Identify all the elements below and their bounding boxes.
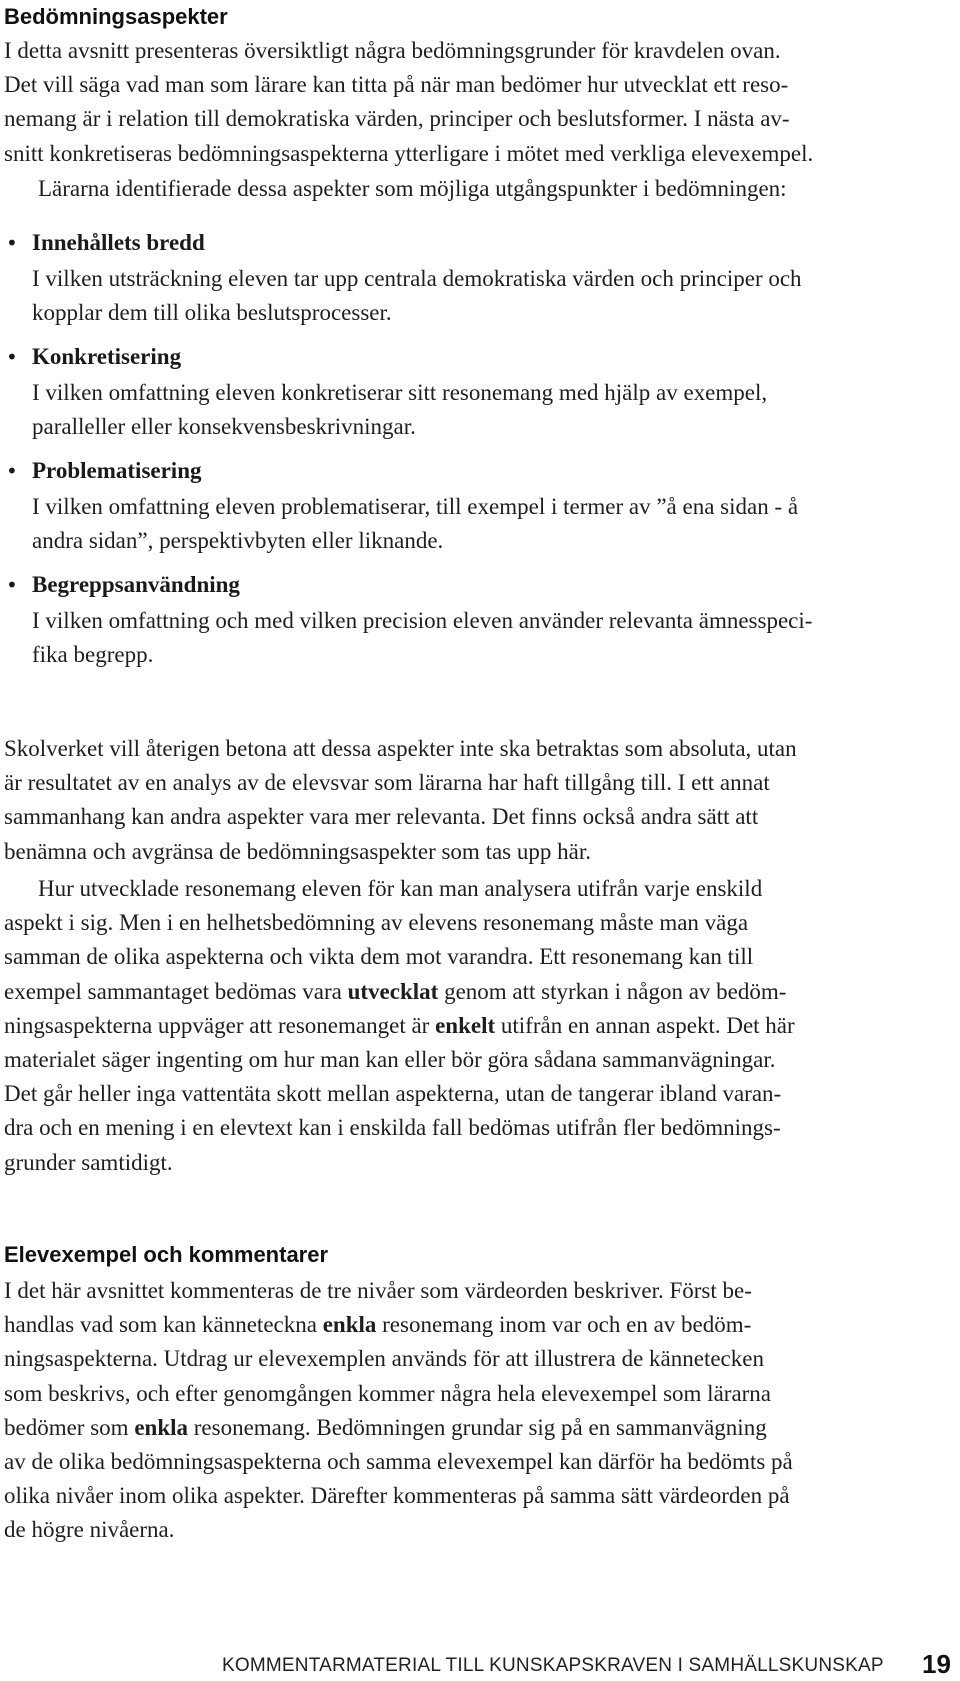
text-line: är resultatet av en analys av de elevsvar som lärarna har haft tillgång till. I ett annat <box>4 770 770 796</box>
text-run: resonemang inom var och en av bedöm- <box>376 1312 752 1338</box>
text-line <box>4 1009 952 1043</box>
text-line: paralleller eller konsekvensbeskrivningar. <box>32 414 416 440</box>
bullet-icon: • <box>6 345 18 369</box>
text-line: Det vill säga vad man som lärare kan titta på när man bedömer hur utvecklat ett reso- <box>4 72 789 98</box>
text-line: snitt konkretiseras bedömningsaspekterna ytterligare i mötet med verkliga elevexempel. <box>4 140 814 166</box>
text-line: aspekt i sig. Men i en helhetsbedömning av elevens resonemang måste man väga <box>4 910 749 936</box>
text-line: som beskrivs, och efter genomgången kommer några hela elevexempel som lärarna <box>4 1380 772 1406</box>
page-number: 19 <box>922 1649 951 1679</box>
text-line <box>4 1411 952 1445</box>
text-line: av de olika bedömningsaspekterna och samma elevexempel kan därför ha bedömts på <box>4 1449 793 1475</box>
text-line: dra och en mening i en elevtext kan i enskilda fall bedömas utifrån fler bedömnings- <box>4 1115 781 1141</box>
section-heading-bedomningsaspekter: Bedömningsaspekter <box>4 4 228 29</box>
lead-line <box>38 172 952 206</box>
aspect-title: Begreppsanvändning <box>32 572 240 597</box>
text-line: kopplar dem till olika beslutsprocesser. <box>32 300 392 326</box>
text-line: sammanhang kan andra aspekter vara mer relevanta. Det finns också andra sätt att <box>4 804 759 830</box>
text-line: I vilken omfattning eleven problematiserar, till exempel i termer av ”å ena sidan - å <box>32 494 799 519</box>
text-line <box>4 975 952 1009</box>
paragraph-disclaimer <box>4 732 952 869</box>
bullet-icon: • <box>6 573 18 597</box>
text-run: resonemang. Bedömningen grundar sig på en sammanvägning <box>188 1414 767 1440</box>
aspect-description <box>32 604 952 672</box>
emphasis-utvecklat: utvecklat <box>347 978 439 1004</box>
text-line: grunder samtidigt. <box>4 1149 173 1175</box>
intro-paragraph <box>4 34 952 171</box>
aspect-title: Konkretisering <box>32 344 182 369</box>
text-run: utifrån en annan aspekt. Det här <box>495 1012 795 1038</box>
running-title: KOMMENTARMATERIAL TILL KUNSKAPSKRAVEN I SAMHÄLLSKUNSKAP <box>222 1655 884 1676</box>
paragraph-overall-assessment <box>4 872 952 1180</box>
text-line: Lärarna identifierade dessa aspekter som möjliga utgångspunkter i bedömningen: <box>38 176 787 201</box>
text-line <box>4 1308 952 1342</box>
text-line: nemang är i relation till demokratiska värden, principer och beslutsformer. I nästa av- <box>4 106 790 132</box>
section-heading-elevexempel: Elevexempel och kommentarer <box>4 1242 329 1267</box>
text-line: materialet säger ingenting om hur man kan eller bör göra sådana sammanvägningar. <box>4 1047 776 1073</box>
text-run: handlas vad som kan känneteckna <box>4 1312 323 1338</box>
text-line: samman de olika aspekterna och vikta dem mot varandra. Ett resonemang kan till <box>4 944 754 970</box>
text-line: ningsaspekterna. Utdrag ur elevexemplen används för att illustrera de kännetecken <box>4 1346 764 1372</box>
text-line: I vilken omfattning och med vilken precision eleven använder relevanta ämnesspeci- <box>32 608 813 633</box>
aspect-title: Problematisering <box>32 458 202 483</box>
emphasis-enkelt: enkelt <box>435 1012 496 1038</box>
paragraph-student-examples <box>4 1274 952 1548</box>
bullet-icon: • <box>6 231 18 255</box>
text-run: genom att styrkan i någon av bedöm- <box>438 978 787 1004</box>
emphasis-enkla: enkla <box>134 1414 188 1440</box>
text-run: exempel sammantaget bedömas vara <box>4 978 348 1004</box>
emphasis-enkla: enkla <box>322 1312 377 1338</box>
text-line: fika begrepp. <box>32 642 154 668</box>
text-line: benämna och avgränsa de bedömningsaspekter som tas upp här. <box>4 838 591 864</box>
aspect-description <box>32 490 952 558</box>
text-line: I vilken omfattning eleven konkretiserar sitt resonemang med hjälp av exempel, <box>32 380 768 405</box>
bullet-icon: • <box>6 459 18 483</box>
aspect-description <box>32 262 952 330</box>
text-line: Skolverket vill återigen betona att dessa aspekter inte ska betraktas som absoluta, utan <box>4 736 797 761</box>
text-run: bedömer som <box>4 1414 135 1440</box>
text-line: I det här avsnittet kommenteras de tre nivåer som värdeorden beskriver. Först be- <box>4 1278 752 1303</box>
text-line: de högre nivåerna. <box>4 1517 175 1543</box>
text-line: Hur utvecklade resonemang eleven för kan man analysera utifrån varje enskild <box>38 876 763 901</box>
aspect-title: Innehållets bredd <box>32 230 205 255</box>
text-line: I vilken utsträckning eleven tar upp centrala demokratiska värden och principer och <box>32 266 802 291</box>
aspect-description <box>32 376 952 444</box>
text-line: olika nivåer inom olika aspekter. Därefter kommenteras på samma sätt värdeorden på <box>4 1483 790 1509</box>
text-line: andra sidan”, perspektivbyten eller liknande. <box>32 528 444 554</box>
text-run: ningsaspekterna uppväger att resonemanget är <box>4 1012 436 1038</box>
text-line: I detta avsnitt presenteras översiktligt några bedömningsgrunder för kravdelen ovan. <box>4 38 781 63</box>
text-line: Det går heller inga vattentäta skott mellan aspekterna, utan de tangerar ibland varan- <box>4 1081 782 1107</box>
